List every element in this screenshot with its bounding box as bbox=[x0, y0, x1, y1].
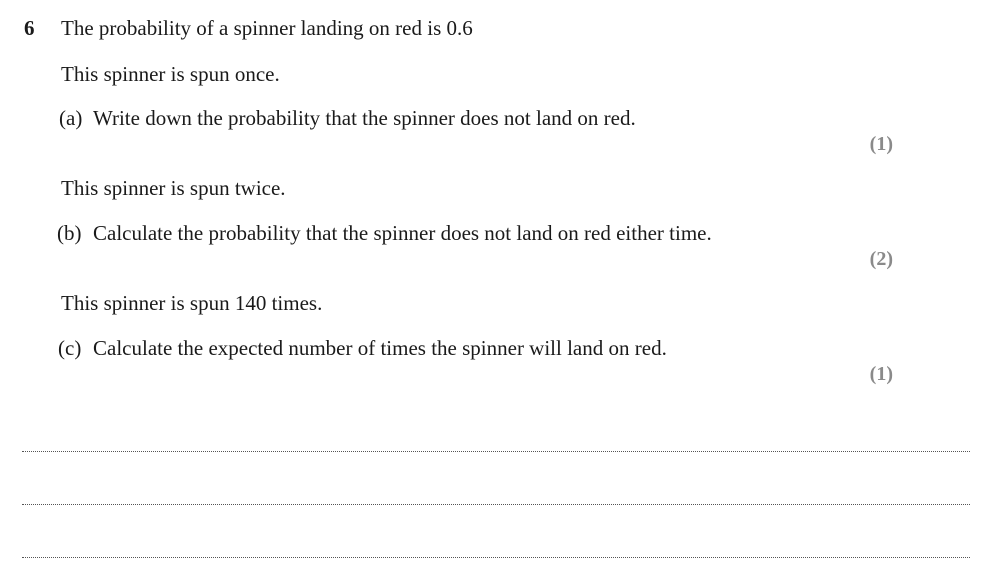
part-c-label: (c) bbox=[58, 336, 82, 360]
part-a bbox=[59, 105, 636, 131]
part-b-marks: (2) bbox=[869, 248, 893, 270]
part-c-marks: (1) bbox=[869, 363, 893, 385]
part-c-text: Calculate the expected number of times the spinner will land on red. bbox=[93, 336, 667, 360]
context-spun-140: This spinner is spun 140 times. bbox=[61, 291, 323, 315]
part-b bbox=[57, 220, 712, 246]
question-number: 6 bbox=[24, 16, 35, 40]
answer-line-3[interactable] bbox=[22, 557, 970, 558]
context-spun-once: This spinner is spun once. bbox=[61, 62, 280, 86]
part-b-text: Calculate the probability that the spinner does not land on red either time. bbox=[93, 221, 712, 245]
part-a-label: (a) bbox=[59, 106, 83, 130]
question-intro: The probability of a spinner landing on red is 0.6 bbox=[61, 16, 473, 40]
part-a-marks: (1) bbox=[869, 133, 893, 155]
part-b-label: (b) bbox=[57, 221, 82, 245]
context-spun-twice: This spinner is spun twice. bbox=[61, 176, 286, 200]
answer-line-1[interactable] bbox=[22, 451, 970, 452]
answer-line-2[interactable] bbox=[22, 504, 970, 505]
part-c bbox=[58, 335, 667, 361]
part-a-text: Write down the probability that the spinner does not land on red. bbox=[93, 106, 636, 130]
